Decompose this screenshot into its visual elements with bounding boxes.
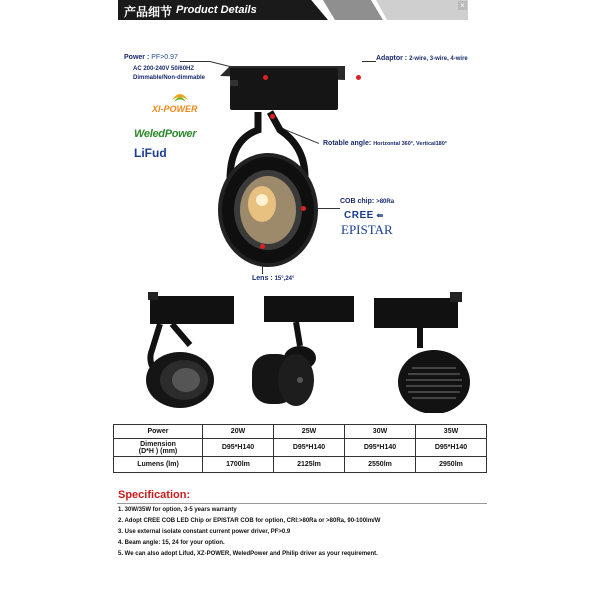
table-header-cell: 25W [274, 425, 345, 439]
spec-item: 2. Adopt CREE COB LED Chip or EPISTAR COB for option, CRI:>80Ra or >80Ra, 90-100lm/W [118, 518, 381, 524]
close-icon[interactable]: × [458, 1, 467, 10]
ac-voltage-text: AC 200-240V 50/60HZ [133, 66, 195, 72]
header-banner [118, 0, 468, 20]
weledpower-logo: WeledPower [134, 128, 197, 140]
spec-item: 3. Use external isolate constant current power driver, PF>0.9 [118, 529, 291, 535]
epistar-logo: EPISTAR [341, 222, 393, 237]
rotable-label: Rotable angle: Horizontal 360°, Vertical180° [323, 140, 447, 147]
lifud-logo: LiFud [134, 146, 167, 160]
lamp-photo-front-graphic [120, 290, 236, 413]
lamp-photo-front [120, 290, 236, 413]
cob-marker-dot [301, 206, 306, 211]
lamp-photo-back [368, 290, 484, 413]
table-cell: 2550lm [345, 457, 416, 473]
header-title-en: Product Details [176, 4, 257, 16]
cree-logo: CREE ⇚ [344, 210, 384, 221]
spec-table [113, 424, 487, 473]
adaptor-callout-line [362, 61, 376, 62]
adaptor-marker-dot [356, 75, 361, 80]
cob-label: COB chip: >80Ra [340, 198, 395, 205]
xipower-text: XI-POWER [152, 104, 198, 114]
dimmable-text: Dimmable/Non-dimmable [133, 75, 206, 81]
lamp-photo-side [244, 290, 360, 413]
table-row [114, 439, 487, 457]
table-cell: 1700lm [203, 457, 274, 473]
table-header-cell: 35W [416, 425, 487, 439]
table-cell: D95*H140 [203, 439, 274, 457]
lamp-photo-side-graphic [244, 290, 360, 413]
rotable-marker-dot [270, 114, 275, 119]
lens-label: Lens : 15°,24° [252, 275, 295, 282]
table-header-cell: 30W [345, 425, 416, 439]
lamp-photo-back-graphic [368, 290, 484, 413]
specification-divider [117, 503, 487, 504]
table-header-cell: 20W [203, 425, 274, 439]
table-cell: Lumens (lm) [114, 457, 203, 473]
track-light-graphic [200, 60, 350, 270]
specification-title: Specification: [118, 489, 191, 501]
table-cell: 2125lm [274, 457, 345, 473]
lens-marker-dot [260, 244, 265, 249]
main-lamp-image [200, 60, 350, 270]
table-cell: D95*H140 [416, 439, 487, 457]
power-marker-dot [263, 75, 268, 80]
table-header-row [114, 425, 487, 439]
adaptor-label: Adaptor : 2-wire, 3-wire, 4-wire [376, 55, 468, 62]
spec-item: 1. 30W/35W for option, 3-5 years warranty [118, 507, 237, 513]
spec-item: 5. We can also adopt Lifud, XZ-POWER, WeledPower and Philip driver as your requirement. [118, 551, 378, 557]
table-row [114, 457, 487, 473]
power-label: Power : PF>0.97 [124, 54, 178, 61]
table-cell: D95*H140 [274, 439, 345, 457]
table-cell: 2950lm [416, 457, 487, 473]
table-cell: D95*H140 [345, 439, 416, 457]
spec-item: 4. Beam angle: 15, 24 for your option. [118, 540, 225, 546]
table-cell: Dimension (D*H ) (mm) [114, 439, 203, 457]
header-title-cn: 产品细节 [124, 5, 173, 19]
table-header-cell: Power [114, 425, 203, 439]
